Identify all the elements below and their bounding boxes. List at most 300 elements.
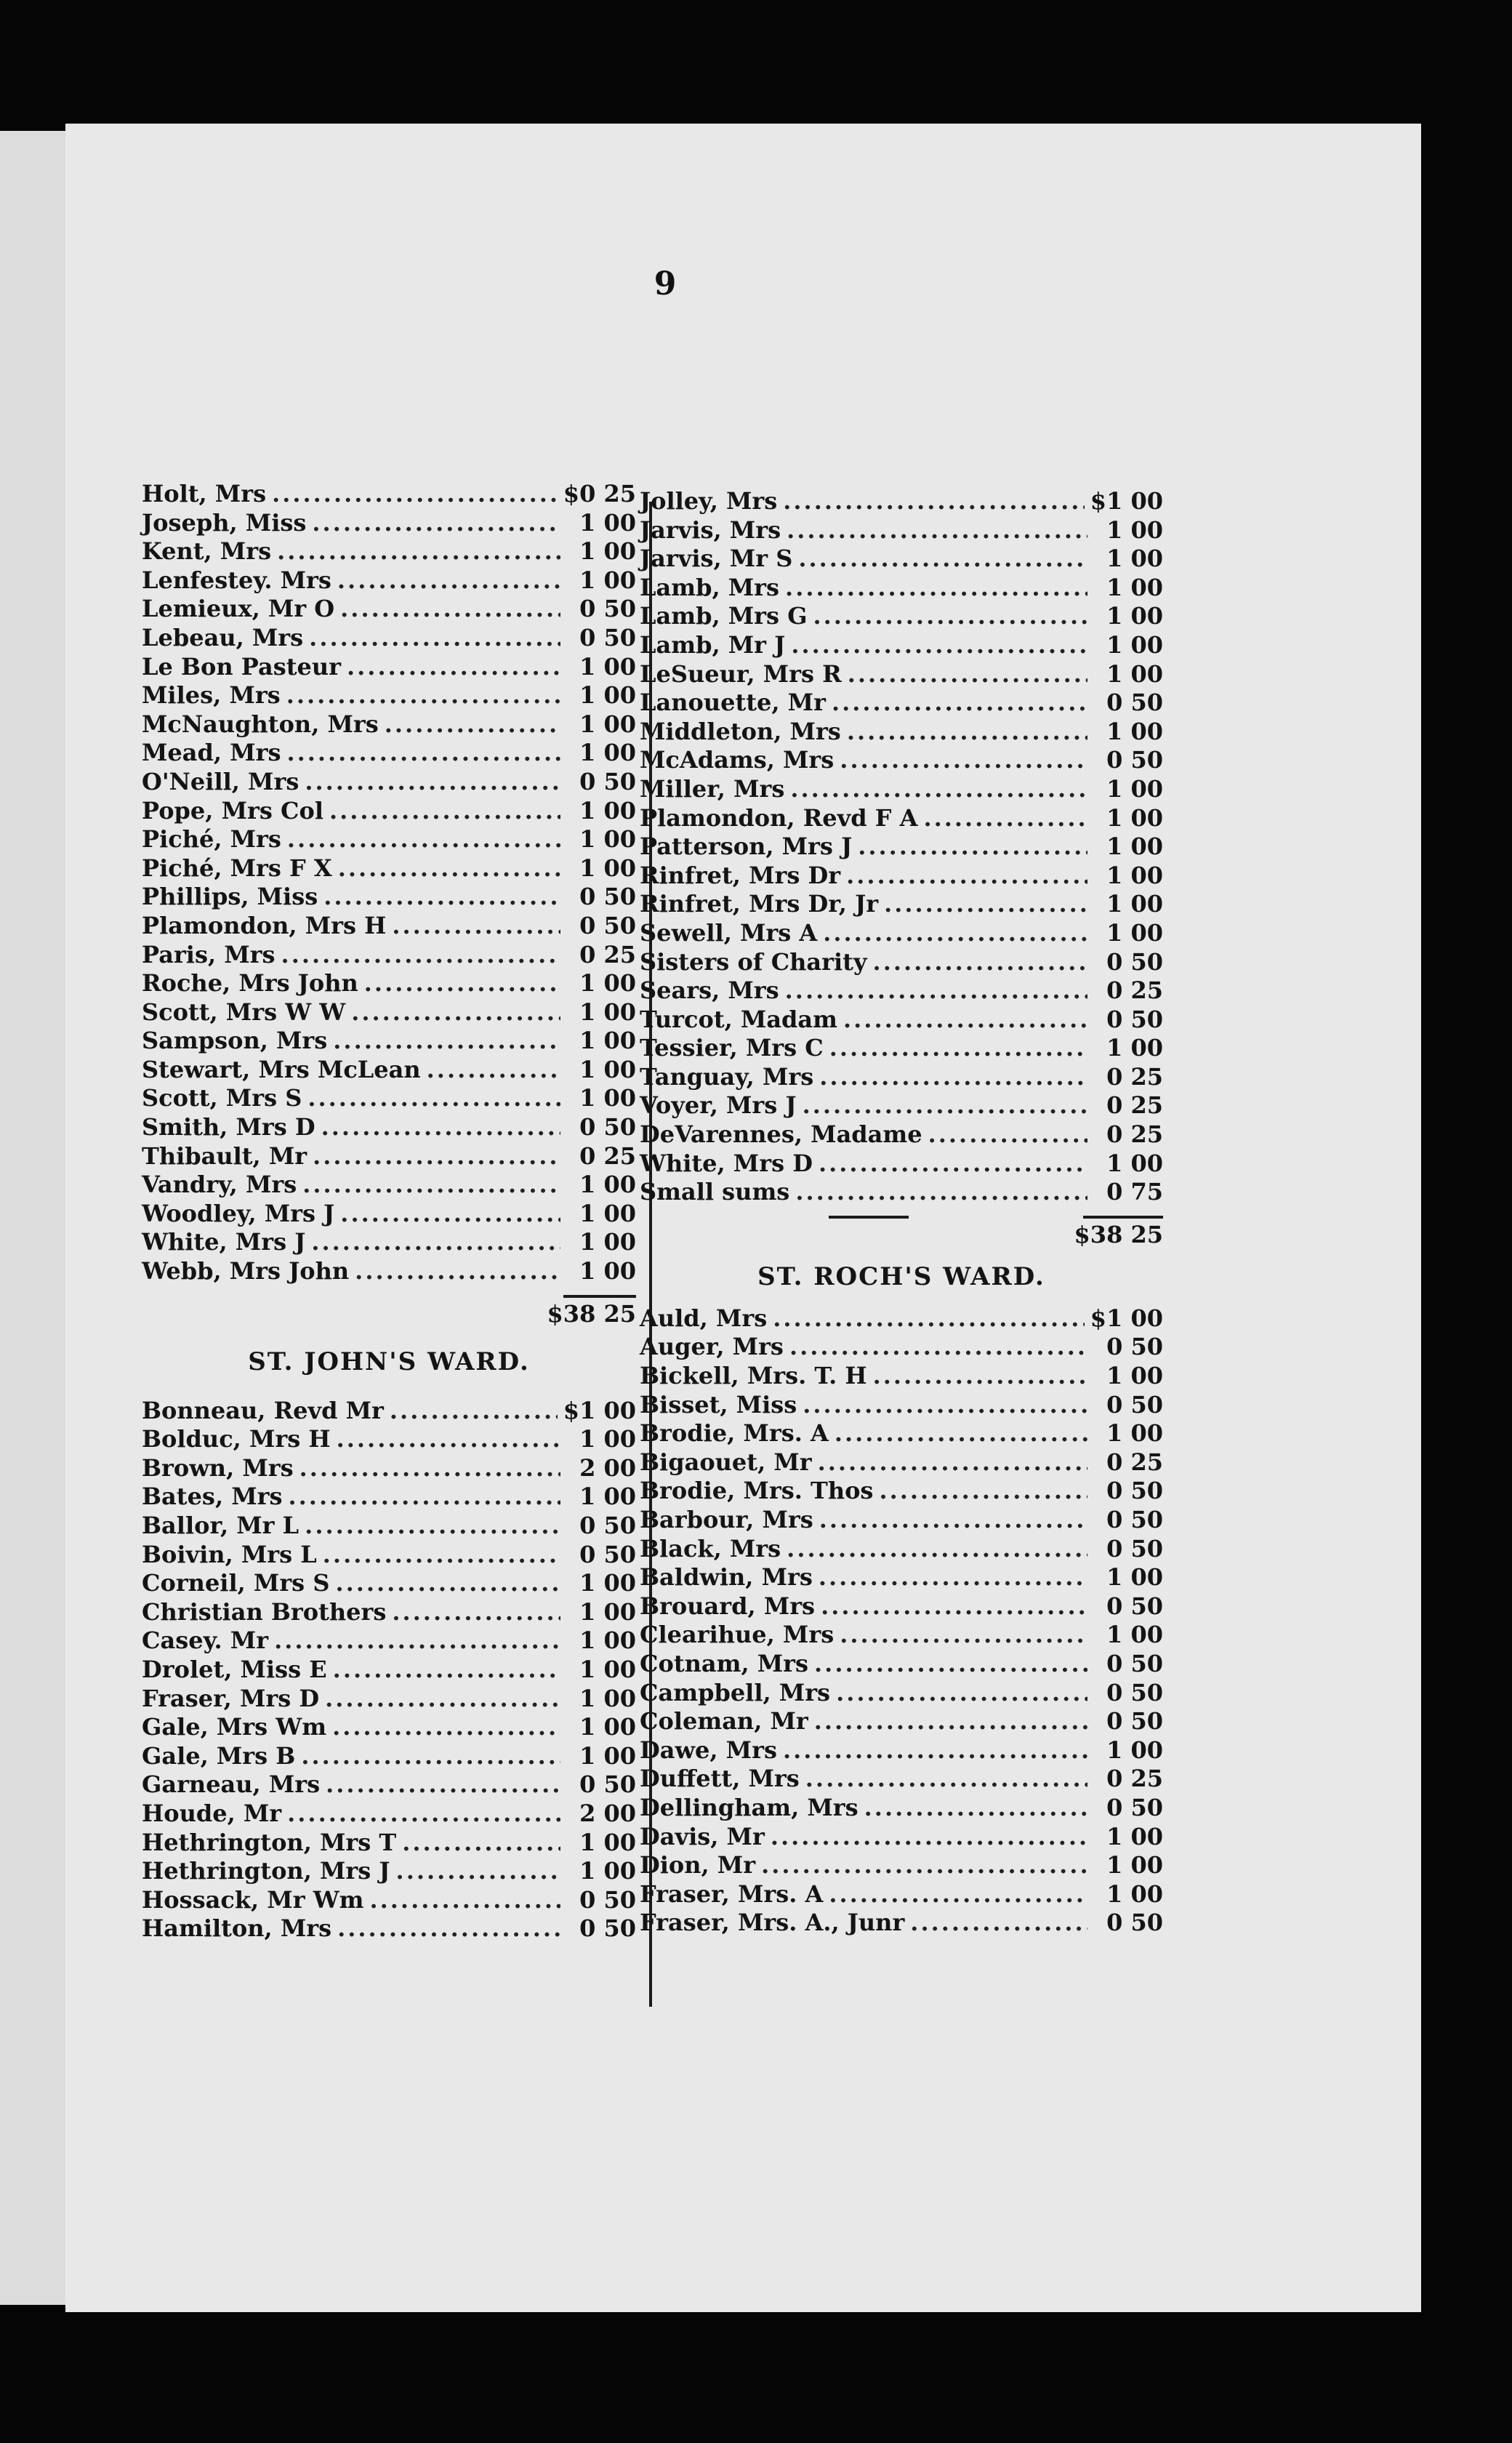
list-entry <box>640 976 1163 1006</box>
entry-name: Jarvis, Mrs <box>640 516 781 544</box>
leader-dots <box>323 883 560 912</box>
entry-name: Baldwin, Mrs <box>640 1563 813 1592</box>
entry-name: Duffett, Mrs <box>640 1765 800 1793</box>
entry-name: Plamondon, Mrs H <box>142 911 387 939</box>
entry-amount: 0 50 <box>1106 1793 1163 1821</box>
entry-amount: 1 00 <box>579 1626 636 1655</box>
list-entry <box>142 1228 636 1257</box>
st-rochs-list <box>640 1304 1163 1938</box>
leader-dots <box>791 631 1087 660</box>
leader-dots <box>873 1362 1087 1391</box>
leader-dots <box>783 487 1085 516</box>
leader-dots <box>286 739 560 768</box>
entry-name: Houde, Mr <box>142 1799 282 1827</box>
right-column <box>640 487 1163 1938</box>
entry-amount: 0 50 <box>1106 1707 1163 1736</box>
leader-dots <box>835 1419 1087 1448</box>
entry-name: Bigaouet, Mr <box>640 1448 812 1476</box>
list-entry <box>142 825 636 854</box>
entry-name: Woodley, Mrs J <box>142 1199 335 1227</box>
entry-name: Holt, Mrs <box>142 480 267 508</box>
list-entry <box>640 1679 1163 1708</box>
list-entry <box>640 890 1163 919</box>
entry-amount: 1 00 <box>579 652 636 681</box>
entry-name: McAdams, Mrs <box>640 746 835 774</box>
leader-dots <box>337 1914 560 1943</box>
leader-dots <box>785 574 1087 603</box>
entry-amount: 1 00 <box>1106 602 1163 630</box>
list-entry <box>640 1794 1163 1823</box>
list-entry <box>142 710 636 739</box>
list-entry <box>640 1391 1163 1420</box>
entry-amount: 0 50 <box>1106 1333 1163 1361</box>
list-entry <box>142 653 636 682</box>
leader-dots <box>847 718 1087 747</box>
entry-name: Boivin, Mrs L <box>142 1540 317 1568</box>
entry-amount: 1 00 <box>1106 659 1163 688</box>
entry-name: Sewell, Mrs A <box>640 918 818 947</box>
entry-amount: 1 00 <box>1106 1880 1163 1908</box>
list-entry <box>142 1886 636 1915</box>
list-entry <box>142 1685 636 1714</box>
entry-name: Coleman, Mr <box>640 1707 808 1736</box>
entry-amount: 0 50 <box>1106 1592 1163 1620</box>
list-entry <box>142 768 636 797</box>
entry-amount: 0 50 <box>579 595 636 623</box>
leader-dots <box>805 1765 1087 1794</box>
leader-dots <box>281 941 560 970</box>
list-entry <box>142 1598 636 1627</box>
list-entry <box>142 1512 636 1541</box>
entry-name: Lebeau, Mrs <box>142 623 304 651</box>
entry-name: Cotnam, Mrs <box>640 1649 809 1677</box>
leader-dots <box>340 1200 560 1229</box>
leader-dots <box>427 1056 560 1085</box>
leader-dots <box>773 1304 1085 1333</box>
entry-name: Gale, Mrs Wm <box>142 1713 327 1741</box>
entry-name: Gale, Mrs B <box>142 1741 296 1770</box>
entry-name: LeSueur, Mrs R <box>640 659 842 688</box>
entry-name: Bates, Mrs <box>142 1483 283 1511</box>
list-entry <box>640 1765 1163 1794</box>
entry-amount: 1 00 <box>579 739 636 767</box>
entry-amount: 0 50 <box>1106 1534 1163 1563</box>
list-entry <box>640 1707 1163 1736</box>
entry-name: Smith, Mrs D <box>142 1113 315 1142</box>
entry-name: Corneil, Mrs S <box>142 1569 330 1597</box>
list-entry <box>640 1880 1163 1909</box>
leader-dots <box>761 1851 1087 1880</box>
entry-amount: 0 50 <box>1106 689 1163 717</box>
list-entry <box>640 775 1163 804</box>
entry-amount: 0 25 <box>1106 1448 1163 1476</box>
entry-name: Bolduc, Mrs H <box>142 1425 331 1453</box>
entry-amount: 0 50 <box>1106 1477 1163 1505</box>
list-entry <box>640 1736 1163 1765</box>
leader-dots <box>364 969 560 998</box>
leader-dots <box>385 710 560 739</box>
leader-dots <box>910 1909 1087 1938</box>
leader-dots <box>785 976 1087 1006</box>
leader-dots <box>301 1742 560 1771</box>
leader-dots <box>928 1120 1087 1150</box>
entry-name: Ballor, Mr L <box>142 1512 299 1539</box>
entry-amount: 1 00 <box>579 681 636 710</box>
list-entry <box>640 1477 1163 1506</box>
entry-name: McNaughton, Mrs <box>142 710 379 738</box>
leader-dots <box>305 768 560 797</box>
leader-dots <box>351 998 560 1027</box>
entry-amount: 1 00 <box>579 1084 636 1112</box>
entry-amount: 1 00 <box>1106 717 1163 745</box>
entry-name: DeVarennes, Madame <box>640 1120 922 1149</box>
right-top-total: $38 25 <box>1074 1220 1163 1248</box>
list-entry <box>142 681 636 710</box>
entry-amount: 0 50 <box>579 1512 636 1539</box>
entry-amount: 1 00 <box>579 1655 636 1683</box>
entry-name: Jarvis, Mr S <box>640 545 793 573</box>
list-entry <box>142 1713 636 1742</box>
st-johns-list <box>142 1397 636 1943</box>
entry-name: Lamb, Mr J <box>640 630 786 659</box>
list-entry <box>142 998 636 1027</box>
leader-dots <box>923 804 1087 833</box>
entry-amount: 1 00 <box>579 998 636 1026</box>
entry-amount: 1 00 <box>579 1597 636 1626</box>
leader-dots <box>347 653 560 682</box>
entry-name: Thibault, Mr <box>142 1142 307 1170</box>
list-entry <box>142 1742 636 1771</box>
entry-amount: 1 00 <box>1106 918 1163 947</box>
list-entry <box>640 1448 1163 1477</box>
leader-dots <box>337 566 560 595</box>
entry-amount: 1 00 <box>579 1027 636 1055</box>
entry-amount: $1 00 <box>1090 1304 1163 1332</box>
entry-amount: 0 50 <box>579 1113 636 1142</box>
entry-name: Plamondon, Revd F A <box>640 803 918 832</box>
entry-amount: 1 00 <box>579 1257 636 1285</box>
entry-name: Davis, Mr <box>640 1822 765 1850</box>
entry-amount: 1 00 <box>579 969 636 998</box>
entry-amount: 0 50 <box>579 883 636 911</box>
entry-amount: 1 00 <box>579 1199 636 1227</box>
leader-dots <box>819 1563 1087 1592</box>
entry-amount: 0 50 <box>1106 1390 1163 1419</box>
entry-name: Lemieux, Mr O <box>142 595 335 623</box>
entry-name: Sisters of Charity <box>640 947 867 976</box>
entry-name: Fraser, Mrs. A <box>640 1880 824 1908</box>
entry-amount: 1 00 <box>1106 774 1163 803</box>
entry-amount: 0 25 <box>1106 1765 1163 1793</box>
leader-dots <box>309 624 560 653</box>
entry-name: Joseph, Miss <box>142 508 307 537</box>
leader-dots <box>272 480 558 509</box>
leader-dots <box>819 1506 1087 1535</box>
entry-amount: 1 00 <box>579 854 636 882</box>
list-entry <box>640 1362 1163 1391</box>
leader-dots <box>277 537 560 566</box>
list-entry <box>142 883 636 912</box>
list-entry <box>640 660 1163 689</box>
list-entry <box>142 1257 636 1286</box>
entry-amount: 1 00 <box>579 537 636 566</box>
entry-amount: 0 50 <box>579 1885 636 1914</box>
entry-amount: 2 00 <box>579 1799 636 1827</box>
list-entry <box>142 1800 636 1829</box>
list-entry <box>142 1626 636 1656</box>
entry-name: Kent, Mrs <box>142 537 272 566</box>
entry-name: Dawe, Mrs <box>640 1736 777 1764</box>
entry-name: Dion, Mr <box>640 1851 756 1880</box>
list-entry <box>142 480 636 509</box>
entry-name: Campbell, Mrs <box>640 1678 831 1706</box>
list-entry <box>640 919 1163 948</box>
entry-name: Mead, Mrs <box>142 739 281 767</box>
list-entry <box>640 1304 1163 1333</box>
leader-dots <box>843 1006 1087 1035</box>
entry-amount: 0 50 <box>1106 1909 1163 1937</box>
entry-name: Tessier, Mrs C <box>640 1034 824 1062</box>
entry-name: Sampson, Mrs <box>142 1027 328 1055</box>
entry-amount: 1 00 <box>579 825 636 854</box>
entry-amount: 0 25 <box>1106 1091 1163 1120</box>
entry-amount: 0 50 <box>579 623 636 651</box>
list-entry <box>640 718 1163 747</box>
leader-dots <box>829 1880 1087 1909</box>
list-entry <box>142 566 636 595</box>
list-entry <box>142 1857 636 1886</box>
list-entry <box>142 1142 636 1171</box>
left-top-total: $38 25 <box>547 1299 636 1328</box>
entry-amount: 1 00 <box>1106 516 1163 544</box>
entry-amount: 0 25 <box>579 1142 636 1170</box>
list-entry <box>640 1823 1163 1852</box>
list-entry <box>142 1425 636 1454</box>
entry-name: Le Bon Pasteur <box>142 652 342 681</box>
list-entry <box>142 1483 636 1512</box>
list-entry <box>640 1178 1163 1207</box>
leader-dots <box>333 1656 560 1685</box>
entry-name: Brodie, Mrs. A <box>640 1419 829 1448</box>
entry-amount: 1 00 <box>1106 803 1163 832</box>
leader-dots <box>823 919 1087 948</box>
entry-name: Voyer, Mrs J <box>640 1091 797 1120</box>
leader-dots <box>335 1569 560 1598</box>
entry-amount: 1 00 <box>579 566 636 594</box>
entry-amount: 1 00 <box>579 1171 636 1199</box>
leader-dots <box>299 1454 560 1483</box>
entry-name: Patterson, Mrs J <box>640 833 853 861</box>
leader-dots <box>803 1091 1087 1120</box>
entry-amount: 1 00 <box>579 1713 636 1741</box>
entry-name: Fraser, Mrs D <box>142 1684 320 1712</box>
list-entry <box>640 1419 1163 1448</box>
entry-amount: 1 00 <box>1106 1621 1163 1649</box>
list-entry <box>640 487 1163 516</box>
entry-amount: 1 00 <box>1106 1822 1163 1850</box>
list-entry <box>142 941 636 970</box>
entry-amount: 1 00 <box>1106 1736 1163 1764</box>
leader-dots <box>803 1391 1087 1420</box>
leader-dots <box>832 689 1087 718</box>
entry-name: Brodie, Mrs. Thos <box>640 1477 874 1505</box>
section-separator-rule <box>829 1216 909 1219</box>
entry-amount: 0 75 <box>1106 1178 1163 1206</box>
entry-amount: 0 50 <box>1106 746 1163 774</box>
entry-amount: 2 00 <box>579 1453 636 1482</box>
entry-amount: 0 50 <box>579 1540 636 1568</box>
list-entry <box>640 631 1163 660</box>
entry-name: Sears, Mrs <box>640 976 779 1005</box>
leader-dots <box>783 1736 1087 1765</box>
leader-dots <box>338 854 560 883</box>
leader-dots <box>396 1857 560 1886</box>
entry-name: Hethrington, Mrs J <box>142 1857 390 1885</box>
entry-name: Hossack, Mr Wm <box>142 1885 364 1914</box>
leader-dots <box>392 912 560 941</box>
list-entry <box>640 1150 1163 1179</box>
leader-dots <box>337 1425 560 1454</box>
entry-name: Scott, Mrs S <box>142 1084 302 1112</box>
entry-name: Brown, Mrs <box>142 1453 294 1482</box>
leader-dots <box>821 1592 1087 1621</box>
list-entry <box>142 1656 636 1685</box>
entry-amount: 0 50 <box>1106 1678 1163 1706</box>
leader-dots <box>402 1829 560 1858</box>
leader-dots <box>864 1794 1087 1823</box>
leader-dots <box>795 1178 1087 1207</box>
entry-name: Miller, Mrs <box>640 774 785 803</box>
list-entry <box>142 1829 636 1858</box>
leader-dots <box>392 1598 560 1627</box>
entry-name: Casey. Mr <box>142 1626 269 1655</box>
entry-name: Phillips, Miss <box>142 883 318 911</box>
left-column <box>142 480 636 1943</box>
entry-name: Drolet, Miss E <box>142 1655 327 1683</box>
leader-dots <box>829 1034 1087 1063</box>
left-top-list <box>142 480 636 1286</box>
list-entry <box>640 602 1163 631</box>
entry-amount: 0 25 <box>1106 1062 1163 1091</box>
leader-dots <box>840 1621 1087 1650</box>
list-entry <box>142 595 636 624</box>
leader-dots <box>332 1713 560 1742</box>
leader-dots <box>390 1397 558 1426</box>
entry-name: Lenfestey. Mrs <box>142 566 331 594</box>
leader-dots <box>814 1650 1087 1679</box>
entry-name: Black, Mrs <box>640 1534 781 1563</box>
entry-amount: 1 00 <box>579 508 636 537</box>
entry-amount: 0 25 <box>1106 1120 1163 1149</box>
entry-amount: 1 00 <box>1106 630 1163 659</box>
leader-dots <box>313 1142 560 1171</box>
entry-amount: 0 50 <box>1106 1506 1163 1533</box>
list-entry <box>640 1034 1163 1063</box>
list-entry <box>640 1333 1163 1362</box>
entry-name: O'Neill, Mrs <box>142 767 299 795</box>
entry-amount: 1 00 <box>579 1684 636 1712</box>
list-entry <box>640 1909 1163 1938</box>
right-top-list <box>640 487 1163 1207</box>
leader-dots <box>884 890 1087 919</box>
leader-dots <box>307 1084 560 1113</box>
list-entry <box>142 912 636 941</box>
entry-name: Small sums <box>640 1178 790 1206</box>
leader-dots <box>325 1685 560 1714</box>
list-entry <box>142 1084 636 1113</box>
list-entry <box>142 1171 636 1200</box>
leader-dots <box>326 1770 560 1800</box>
leader-dots <box>289 1483 560 1512</box>
leader-dots <box>846 862 1087 891</box>
entry-amount: $1 00 <box>1090 487 1163 515</box>
entry-amount: 1 00 <box>579 1741 636 1770</box>
entry-amount: 1 00 <box>1106 1851 1163 1880</box>
list-entry <box>142 1569 636 1598</box>
entry-amount: 1 00 <box>579 1483 636 1511</box>
leader-dots <box>305 1512 560 1541</box>
entry-name: Bickell, Mrs. T. H <box>640 1362 867 1390</box>
list-entry <box>142 1914 636 1943</box>
list-entry <box>142 1056 636 1085</box>
entry-name: Vandry, Mrs <box>142 1171 297 1199</box>
leader-dots <box>287 1800 560 1829</box>
leader-dots <box>840 746 1087 775</box>
entry-name: Fraser, Mrs. A., Junr <box>640 1909 905 1937</box>
list-entry <box>142 1113 636 1142</box>
entry-name: Auld, Mrs <box>640 1304 768 1332</box>
leader-dots <box>858 833 1087 862</box>
leader-dots <box>790 775 1087 804</box>
entry-name: Webb, Mrs John <box>142 1257 350 1285</box>
entry-name: Brouard, Mrs <box>640 1592 816 1620</box>
entry-name: Lamb, Mrs G <box>640 602 808 630</box>
entry-amount: 0 25 <box>579 940 636 968</box>
entry-name: Paris, Mrs <box>142 940 276 968</box>
entry-amount: 1 00 <box>1106 833 1163 861</box>
list-entry <box>142 739 636 768</box>
entry-amount: 0 50 <box>579 1914 636 1943</box>
leader-dots <box>798 545 1087 574</box>
entry-amount: 1 00 <box>579 1828 636 1856</box>
list-entry <box>640 1506 1163 1535</box>
list-entry <box>640 1063 1163 1092</box>
entry-name: Lanouette, Mr <box>640 689 826 717</box>
list-entry <box>142 1454 636 1483</box>
entry-amount: 0 50 <box>579 911 636 939</box>
list-entry <box>640 1120 1163 1150</box>
entry-amount: 1 00 <box>579 710 636 738</box>
list-entry <box>142 624 636 653</box>
entry-name: Jolley, Mrs <box>640 487 778 515</box>
list-entry <box>640 948 1163 977</box>
list-entry <box>640 516 1163 545</box>
leader-dots <box>819 1063 1087 1092</box>
list-entry <box>640 804 1163 833</box>
leader-dots <box>836 1679 1087 1708</box>
leader-dots <box>312 509 560 538</box>
entry-name: Christian Brothers <box>142 1597 387 1626</box>
list-entry <box>142 537 636 566</box>
st-rochs-ward-heading: ST. ROCH'S WARD. <box>757 1261 1045 1291</box>
leader-dots <box>789 1333 1087 1362</box>
leader-dots <box>323 1541 560 1570</box>
leader-dots <box>311 1228 560 1257</box>
leader-dots <box>355 1257 560 1286</box>
entry-name: Piché, Mrs F X <box>142 854 332 882</box>
entry-name: Roche, Mrs John <box>142 969 358 998</box>
entry-name: Rinfret, Mrs Dr, Jr <box>640 890 879 918</box>
